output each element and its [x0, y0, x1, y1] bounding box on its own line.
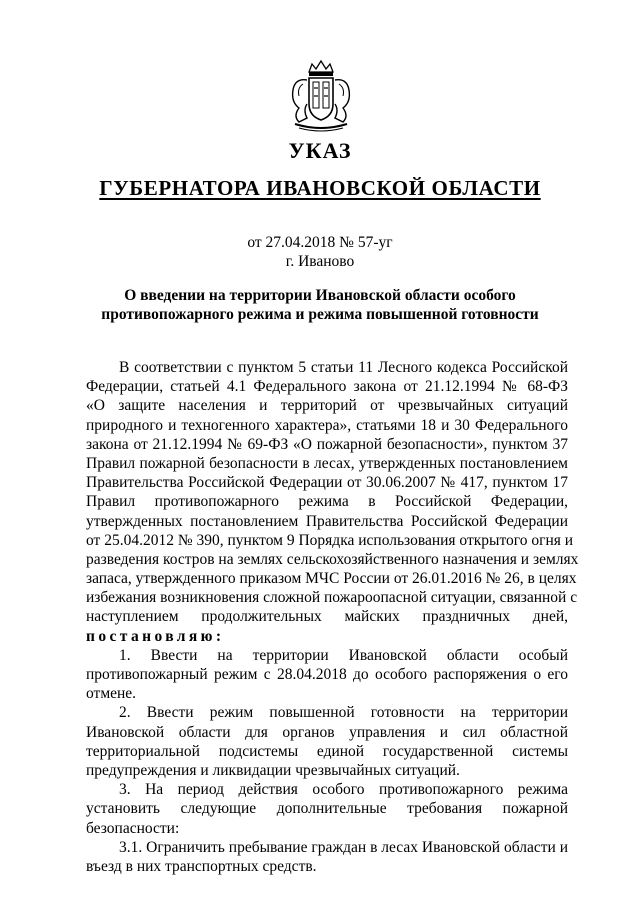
- document-body: [86, 358, 579, 876]
- body-text-line: безопасности:: [86, 819, 180, 837]
- body-text-line: противопожарный режим с 28.04.2018 до особого распоряжения о его: [86, 666, 568, 683]
- body-text-line: 2. Ввести режим повышенной готовности на территории: [119, 704, 568, 722]
- subject-line: О введении на территории Ивановской области особого: [124, 287, 516, 304]
- body-text-line: В соответствии с пунктом 5 статьи 11 Лесного кодекса Российской: [119, 359, 568, 376]
- body-text-line: постановляю:: [86, 627, 225, 645]
- issuer-text: ГУБЕРНАТОРА ИВАНОВСКОЙ ОБЛАСТИ: [99, 176, 541, 200]
- body-text-line: Федерации, статьей 4.1 Федерального закона от 21.12.1994 № 68-ФЗ: [86, 378, 568, 396]
- body-text-line: отмене.: [86, 685, 137, 703]
- body-text-line: 3. На период действия особого противопожарного режима: [119, 781, 568, 799]
- body-text-line: 3.1. Ограничить пребывание граждан в лесах Ивановской области и: [119, 838, 568, 856]
- subject-line: противопожарного режима и режима повышенной готовности: [101, 306, 539, 323]
- body-text-line: «О защите населения и территорий от чрезвычайных ситуаций: [86, 397, 568, 415]
- document-subject: [90, 286, 550, 324]
- body-text-line: предупреждения и ликвидации чрезвычайных ситуаций.: [86, 761, 460, 779]
- body-text-line: разведения костров на землях сельскохозяйственного назначения и землях: [86, 550, 579, 568]
- body-text-line: въезд в них транспортных средств.: [86, 857, 317, 875]
- body-text-line: территориальной подсистемы единой государственной системы: [86, 742, 568, 760]
- body-text-line: избежания возникновения сложной пожароопасной ситуации, связанной с: [86, 589, 578, 607]
- body-text-line: от 25.04.2012 № 390, пунктом 9 Порядка использования открытого огня и: [86, 531, 574, 549]
- body-text-line: установить следующие дополнительные требования пожарной: [86, 800, 568, 818]
- document-date-number: от 27.04.2018 № 57-уг: [247, 234, 393, 251]
- body-text-line: закона от 21.12.1994 № 69-ФЗ «О пожарной безопасности», пунктом 37: [86, 435, 568, 453]
- body-text-line: наступлением продолжительных майских праздничных дней,: [86, 608, 568, 626]
- document-city: г. Иваново: [285, 253, 355, 270]
- body-text-line: Правил противопожарного режима в Российской Федерации,: [86, 493, 568, 511]
- body-text-line: запаса, утвержденного приказом МЧС России от 26.01.2016 № 26, в целях: [86, 570, 577, 588]
- document-title: УКАЗ: [288, 138, 352, 163]
- body-text-line: Правил пожарной безопасности в лесах, утвержденных постановлением: [86, 454, 568, 472]
- body-text-line: 1. Ввести на территории Ивановской области особый: [119, 646, 568, 664]
- body-text-line: утвержденных постановлением Правительства Российской Федерации: [86, 512, 568, 530]
- document-issuer: [0, 176, 640, 201]
- body-text-line: Ивановской области для органов управления и сил областной: [86, 723, 568, 741]
- coat-of-arms-icon: [285, 58, 357, 132]
- body-text-line: природного и техногенного характера», статьями 18 и 30 Федерального: [86, 416, 568, 434]
- body-text-line: Правительства Российской Федерации от 30.06.2007 № 417, пунктом 17: [86, 474, 568, 492]
